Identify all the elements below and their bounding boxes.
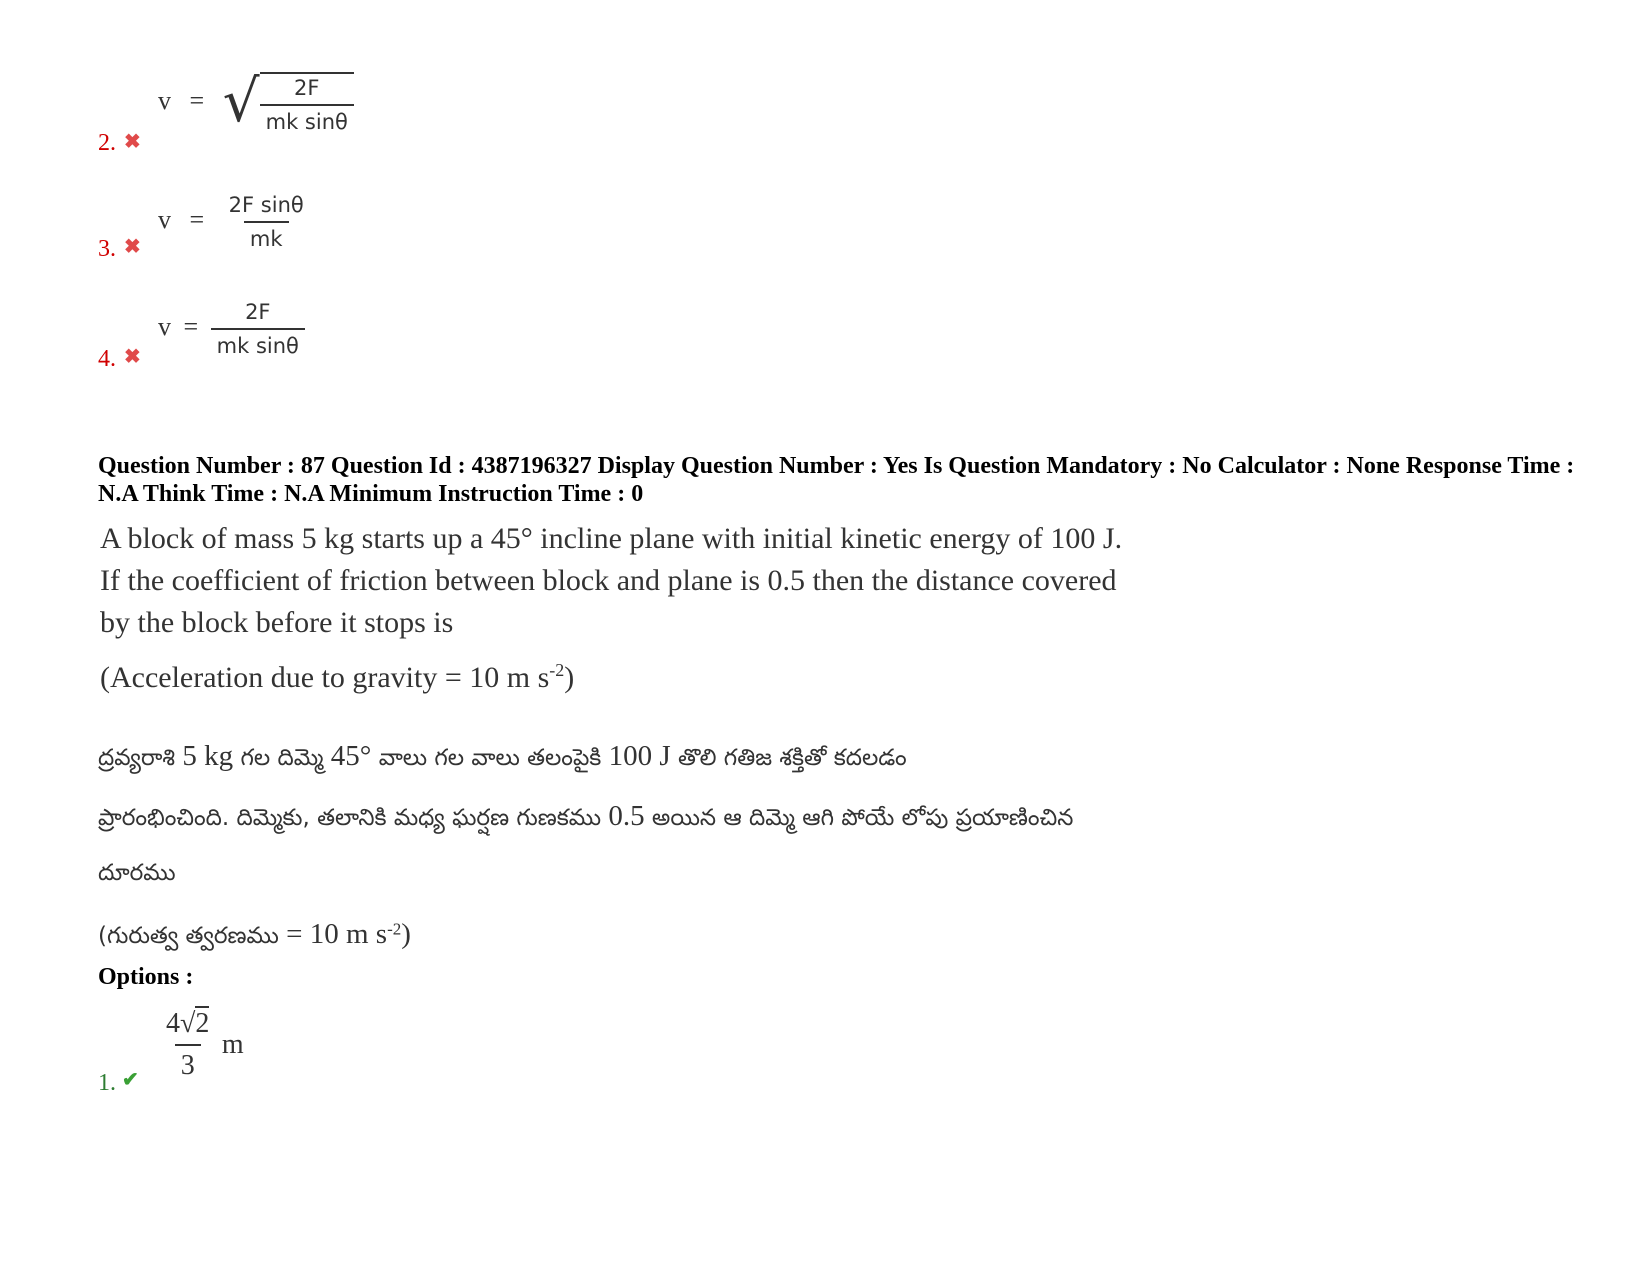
option-number: 3. — [98, 236, 116, 262]
option-equation — [158, 67, 354, 135]
question-gravity-note — [100, 660, 574, 695]
coefficient: 4 — [166, 1008, 180, 1039]
equation-equals: = — [183, 311, 199, 341]
option-number: 4. — [98, 346, 116, 372]
fraction — [223, 193, 310, 251]
wrong-icon: ✖ — [124, 236, 141, 258]
option-equation — [158, 193, 310, 251]
telugu-fragment: ప్రారంభించింది. దిమ్మెకు, తలానికి మధ్య ఘర్షణ గుణకము — [98, 805, 609, 831]
question-text-line-3: by the block before it stops is — [100, 606, 454, 639]
telugu-text-line-3: దూరము — [98, 860, 176, 886]
option-number: 2. — [98, 130, 116, 156]
radicand: 2 — [195, 1008, 210, 1039]
options-label: Options : — [98, 964, 194, 990]
gravity-exponent: -2 — [549, 660, 565, 680]
gravity-close: ) — [564, 661, 575, 694]
telugu-fragment: తొలి గతిజ శక్తితో కదలడం — [670, 745, 907, 771]
telugu-fragment: అయిన ఆ దిమ్మె ఆగి పోయే లోపు ప్రయాణించిన — [644, 805, 1074, 831]
telugu-value: 5 kg — [182, 740, 234, 772]
telugu-value: 100 J — [608, 740, 671, 772]
radical-sign: √ — [222, 67, 260, 135]
question-text-line-2: If the coefficient of friction between block and plane is 0.5 then the distance covered — [100, 564, 1117, 597]
fraction-numerator: 2F — [294, 76, 320, 100]
question-meta: Question Number : 87 Question Id : 4387196327 Display Question Number : Yes Is Question Mandatory : No Calculator : None Response Time : N.A Think Time : N.A Minimum Instruction Time : 0 — [98, 453, 1575, 507]
option-equation — [158, 300, 305, 358]
equation-lhs: v — [158, 85, 171, 115]
telugu-value: = 10 m s — [286, 918, 388, 950]
fraction-numerator: 2F sinθ — [228, 193, 304, 217]
wrong-icon: ✖ — [124, 346, 141, 368]
sqrt-icon: √ — [180, 1008, 196, 1039]
telugu-text-line-2 — [98, 800, 1073, 837]
fraction — [211, 300, 305, 358]
option-number: 1. — [98, 1070, 116, 1096]
equation-lhs: v — [158, 311, 171, 341]
fraction — [260, 76, 354, 134]
equation-lhs: v — [158, 204, 171, 234]
telugu-text-line-1 — [98, 740, 907, 777]
telugu-value: ) — [401, 918, 411, 950]
question-text-line-1: A block of mass 5 kg starts up a 45° incline plane with initial kinetic energy of 100 J. — [100, 522, 1123, 555]
check-icon: ✔ — [122, 1069, 139, 1091]
telugu-fragment: ద్రవ్యరాశి — [98, 745, 183, 771]
gravity-text: (Acceleration due to gravity = 10 m s — [100, 661, 550, 694]
fraction-numerator — [160, 1008, 215, 1044]
fraction-denominator: 3 — [175, 1044, 201, 1082]
fraction-denominator: mk — [244, 221, 289, 251]
telugu-fragment: (గురుత్వ త్వరణము — [98, 923, 287, 949]
fraction — [160, 1008, 215, 1082]
equation-equals: = — [189, 85, 205, 115]
wrong-icon: ✖ — [124, 131, 141, 153]
telugu-fragment: గల దిమ్మె — [233, 745, 331, 771]
equation-equals: = — [189, 204, 205, 234]
fraction-numerator: 2F — [245, 300, 271, 324]
gravity-exponent: -2 — [387, 919, 402, 939]
telugu-value: 45° — [330, 740, 372, 772]
fraction-denominator: mk sinθ — [260, 104, 354, 134]
fraction-denominator: mk sinθ — [211, 328, 305, 358]
sqrt-expression — [222, 67, 354, 135]
unit: m — [221, 1029, 244, 1060]
telugu-value: 0.5 — [608, 800, 645, 832]
telugu-gravity-note — [98, 918, 411, 955]
telugu-fragment: వాలు గల వాలు తలంపైకి — [371, 745, 609, 771]
option-expression — [160, 1008, 244, 1082]
